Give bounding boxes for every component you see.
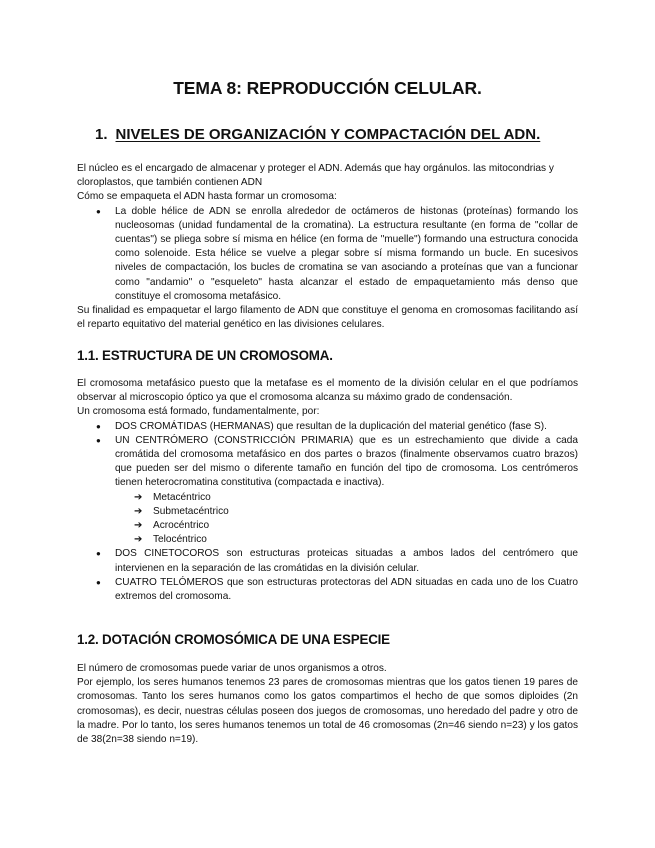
section-1-1-body xyxy=(77,377,578,604)
list-item xyxy=(77,434,578,548)
document-title: TEMA 8: REPRODUCCIÓN CELULAR. xyxy=(173,78,482,98)
section-1-2-body xyxy=(77,662,578,747)
list-item: ● DOS CINETOCOROS son estructuras proteicas situadas a ambos lados del centrómero que intervienen en la separación de las cromátidas en la división celular. xyxy=(77,547,578,575)
sub-list-item: ➔ Submetacéntrico xyxy=(115,505,578,519)
sub-list-item: ➔ Metacéntrico xyxy=(115,491,578,505)
section-1-closing-paragraph: Su finalidad es empaquetar el largo filamento de ADN que constituye el genoma en cromosomas facilitando así el reparto equitativo del material genético en las divisiones celulares. xyxy=(77,305,578,331)
section-1-1-heading: 1.1. ESTRUCTURA DE UN CROMOSOMA. xyxy=(77,348,333,363)
list-item: ● CUATRO TELÓMEROS que son estructuras protectoras del ADN situadas en cada uno de los Cuatro extremos del cromosoma. xyxy=(77,576,578,604)
section-1-1-paragraph: El cromosoma metafásico puesto que la metafase es el momento de la división celular en el que podríamos observar al microscopio óptico ya que el cromosoma alcanza su máximo grado de condensación. xyxy=(77,378,578,404)
list-item: ● La doble hélice de ADN se enrolla alrededor de octámeros de histonas (proteínas) formando los nucleosomas (unidad fundamental de la cromatina). La estructura resultante (en forma de "collar de cuentas") se pliega sobre sí misma en hélice (en forma de "muelle") formando una estructura conocida como solenoide. Esta hélice se vuelve a plegar sobre sí misma formando un bucle. En sucesivos niveles de compactación, los bucles de cromatina se van asociando a proteínas que van a funcionar como "andamio" o "esqueleto" hasta alcanzar el estado de empaquetamiento más denso que constituye el cromosoma metafásico. xyxy=(77,205,578,304)
list-item-text: UN CENTRÓMERO (CONSTRICCIÓN PRIMARIA) que es un estrechamiento que divide a cada cromátida del cromosoma metafásico en dos partes o brazos (finalmente observamos cuatro brazos) que pueden ser del mismo o diferente tamaño en función del tipo de cromosoma. Los centrómeros tienen heterocromatina constitutiva (compactada e inactiva). xyxy=(115,434,578,489)
section-1-heading xyxy=(95,126,540,143)
sub-list-item: ➔ Telocéntrico xyxy=(115,533,578,547)
section-1-1-list-intro: Un cromosoma está formado, fundamentalmente, por: xyxy=(77,406,320,418)
section-1-number: 1. xyxy=(95,126,108,143)
section-1-bullet-list xyxy=(77,205,578,304)
section-1-2-paragraph-1: El número de cromosomas puede variar de unos organismos a otros. xyxy=(77,663,387,674)
section-1-body xyxy=(77,162,578,332)
sub-list-item: ➔ Acrocéntrico xyxy=(115,519,578,533)
section-1-intro-question: Cómo se empaqueta el ADN hasta formar un cromosoma: xyxy=(77,191,337,203)
section-1-2-paragraph-2: Por ejemplo, los seres humanos tenemos 23 pares de cromosomas mientras que los gatos tienen 19 pares de cromosomas. Tanto los seres humanos como los gatos compartimos el hecho de que somos diploides (2n cromosomas), es decir, nuestras células poseen dos juegos de cromosomas, uno heredado del padre y otro de la madre. Por lo tanto, los seres humanos tenemos un total de 46 cromosomas (2n=46 siendo n=23) y los gatos de 38(2n=38 siendo n=19). xyxy=(77,677,578,746)
section-1-2-heading: 1.2. DOTACIÓN CROMOSÓMICA DE UNA ESPECIE xyxy=(77,632,390,647)
section-1-intro-paragraph: El núcleo es el encargado de almacenar y proteger el ADN. Además que hay orgánulos. las mitocondrias y cloroplastos, que también contienen ADN xyxy=(77,163,554,189)
list-item: ● DOS CROMÁTIDAS (HERMANAS) que resultan de la duplicación del material genético (fase S). xyxy=(77,420,578,434)
centromere-types-list xyxy=(115,491,578,548)
section-1-1-bullet-list xyxy=(77,420,578,605)
section-1-heading-text: NIVELES DE ORGANIZACIÓN Y COMPACTACIÓN DEL ADN. xyxy=(115,126,541,143)
